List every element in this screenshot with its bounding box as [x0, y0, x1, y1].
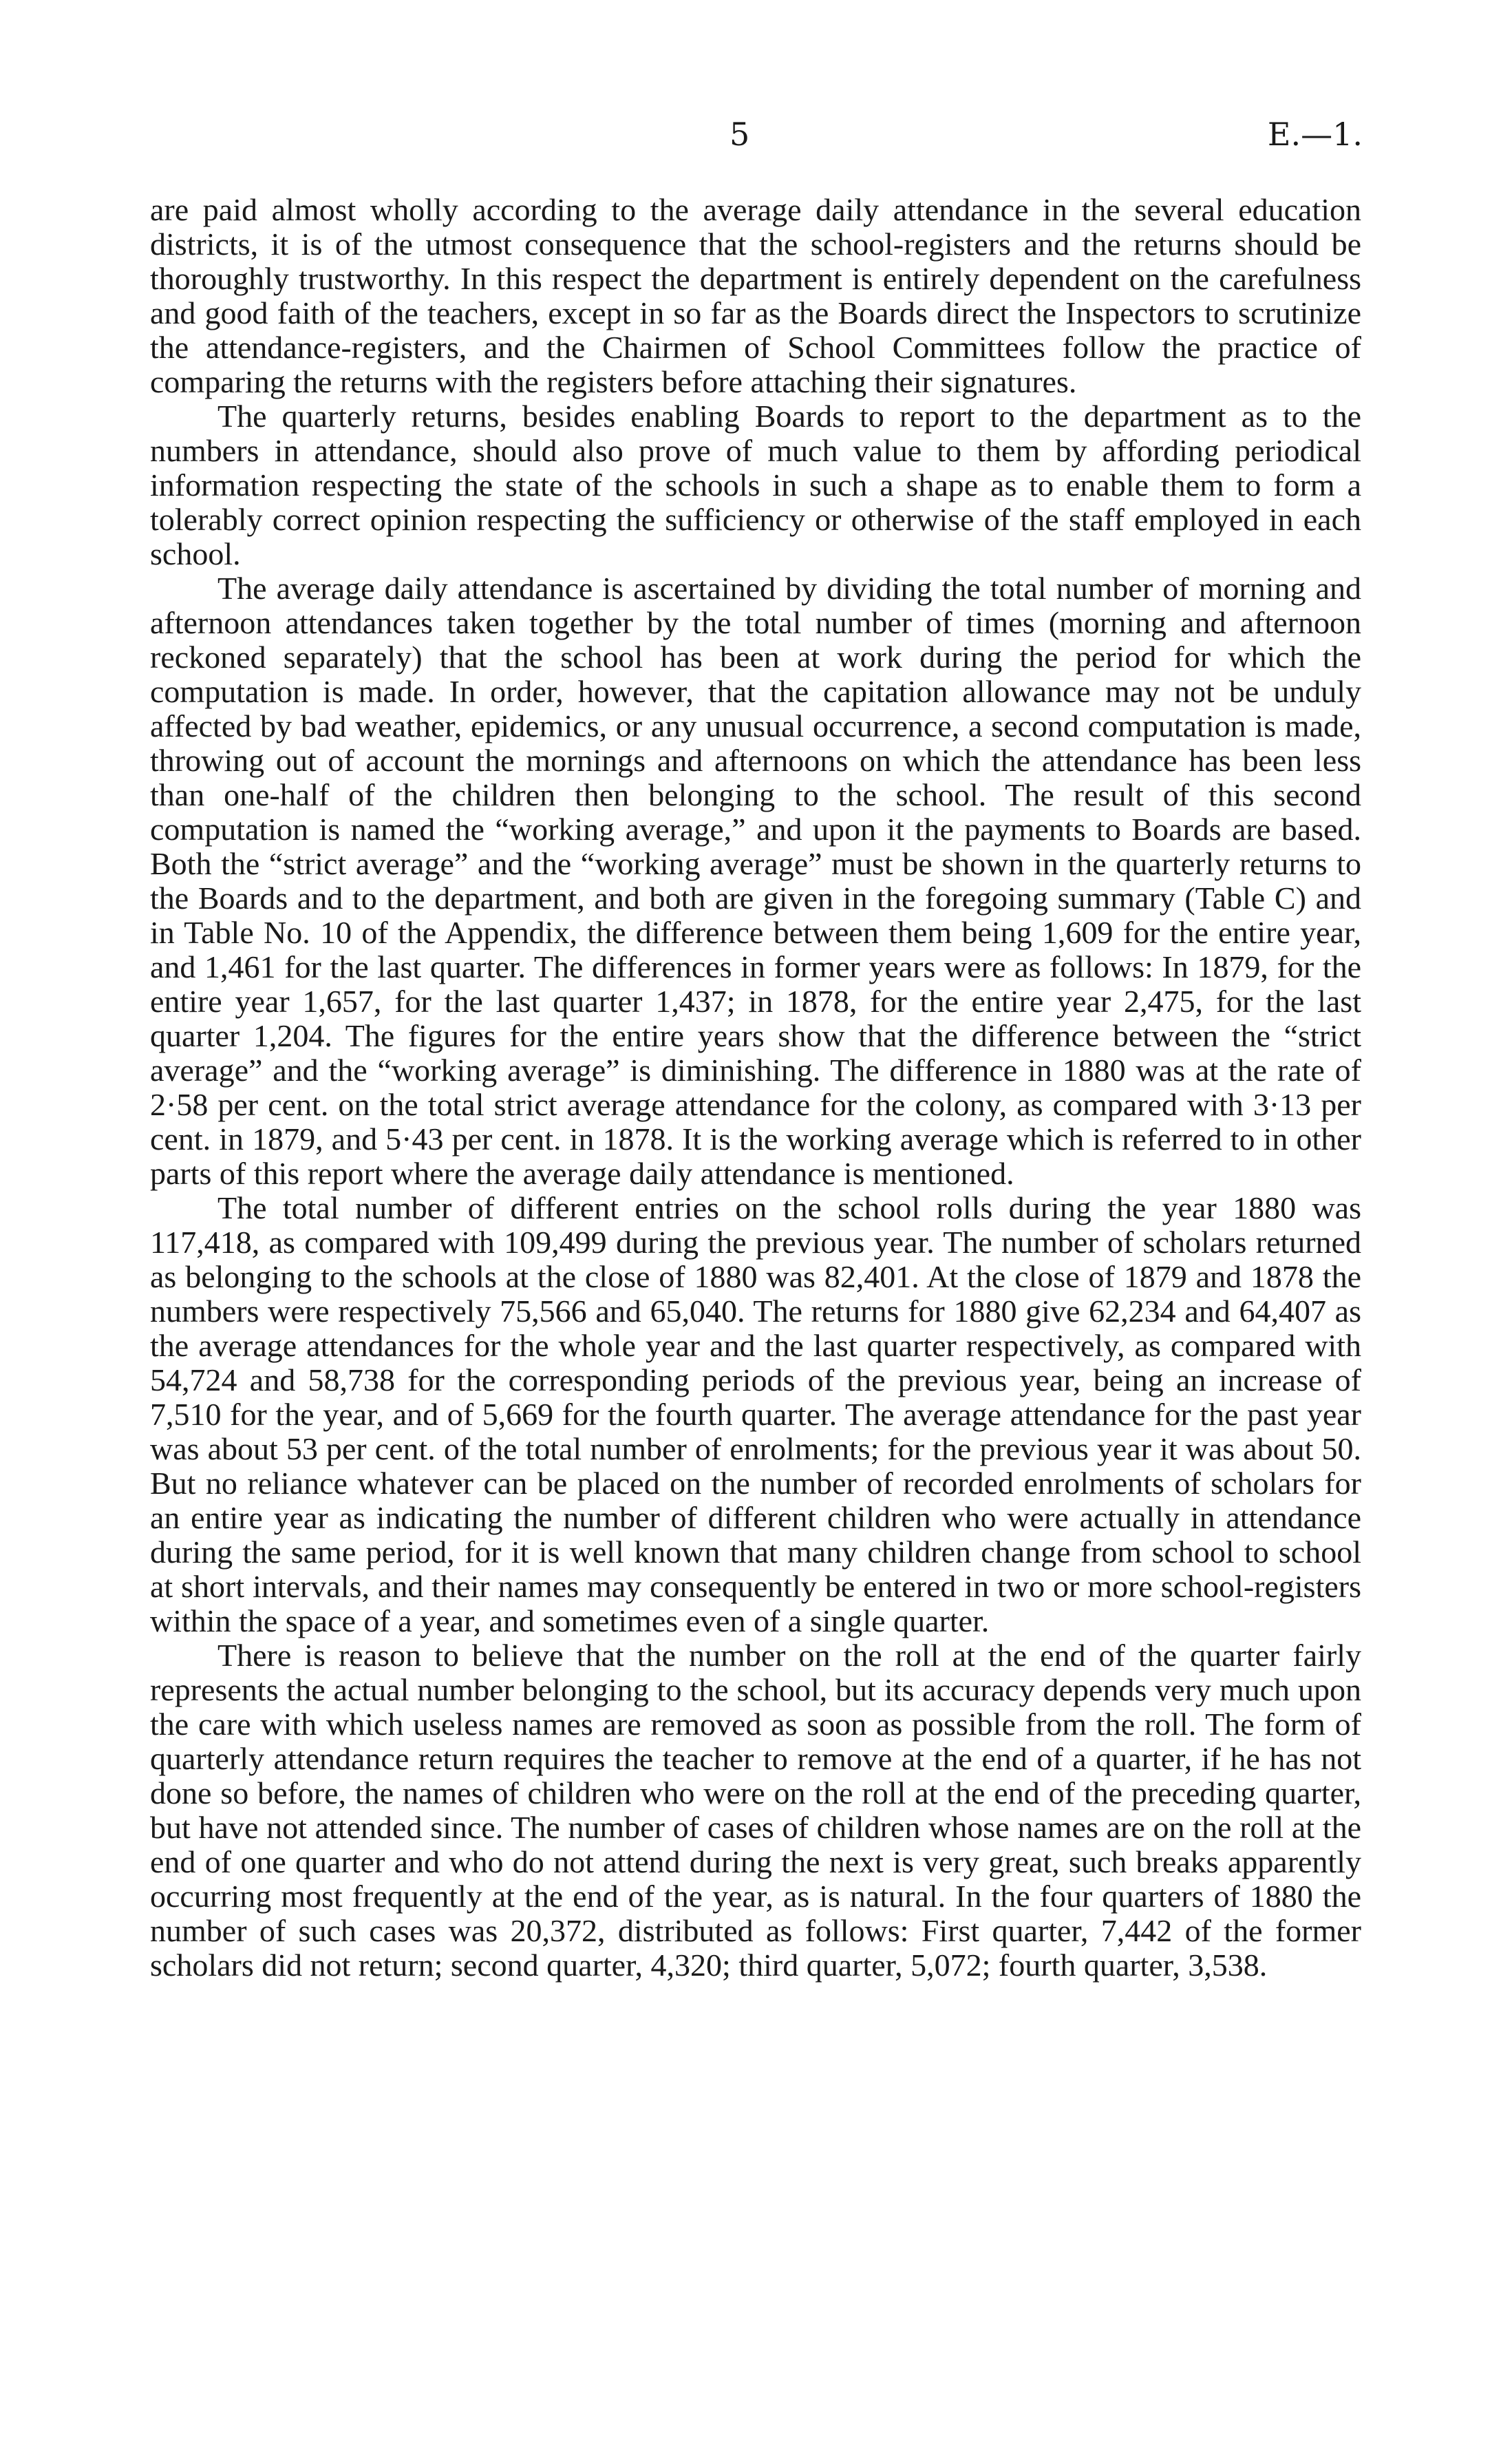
paragraph-roll-accuracy: There is reason to believe that the number on the roll at the end of the quarter fairly represents the actual number belonging to the school, but its accuracy depends very much upon the care with which useless names are removed as soon as possible from the roll. The form of quarterly attendance return requires the teacher to remove at the end of a quarter, if he has not done so before, the names of children who were on the roll at the end of the preceding quarter, but have not attended since. The number of cases of children whose names are on the roll at the end of one quarter and who do not attend during the next is very great, such breaks apparently occurring most frequently at the end of the year, as is natural. In the four quarters of 1880 the number of such cases was 20,372, distributed as follows: First quarter, 7,442 of the former scholars did not return; second quarter, 4,320; third quarter, 5,072; fourth quarter, 3,538.: [150, 1638, 1361, 1983]
paragraph-school-rolls: The total number of different entries on the school rolls during the year 1880 was 117,418, as compared with 109,499 during the previous year. The number of scholars returned as belonging to the schools at the close of 1880 was 82,401. At the close of 1879 and 1878 the numbers were respectively 75,566 and 65,040. The returns for 1880 give 62,234 and 64,407 as the average attendances for the whole year and the last quarter respectively, as compared with 54,724 and 58,738 for the corresponding periods of the previous year, being an increase of 7,510 for the year, and of 5,669 for the fourth quarter. The average attendance for the past year was about 53 per cent. of the total number of enrolments; for the previous year it was about 50. But no reliance whatever can be placed on the number of recorded enrolments of scholars for an entire year as indicating the number of different children who were actually in attendance during the same period, for it is well known that many children change from school to school at short intervals, and their names may consequently be entered in two or more school-registers within the space of a year, and sometimes even of a single quarter.: [150, 1190, 1361, 1638]
page-number: 5: [730, 116, 750, 153]
paragraph-quarterly-returns: The quarterly returns, besides enabling Boards to report to the department as to the numbers in attendance, should also prove of much value to them by affording periodical information respecting the state of the schools in such a shape as to enable them to form a tolerably correct opinion respecting the sufficiency or otherwise of the staff employed in each school.: [150, 399, 1361, 571]
page-header: [200, 114, 1363, 155]
body-text: [150, 193, 1361, 1983]
section-code: E.—1.: [1267, 116, 1363, 153]
paragraph-average-attendance: The average daily attendance is ascertained by dividing the total number of morning and afternoon attendances taken together by the total number of times (morning and afternoon reckoned separately) that the school has been at work during the period for which the computation is made. In order, however, that the capitation allowance may not be unduly affected by bad weather, epidemics, or any unusual occurrence, a second computation is made, throwing out of account the mornings and afternoons on which the attendance has been less than one-half of the children then belonging to the school. The result of this second computation is named the “working average,” and upon it the payments to Boards are based. Both the “strict average” and the “working average” must be shown in the quarterly returns to the Boards and to the department, and both are given in the foregoing summary (Table C) and in Table No. 10 of the Appendix, the difference between them being 1,609 for the entire year, and 1,461 for the last quarter. The differences in former years were as follows: In 1879, for the entire year 1,657, for the last quarter 1,437; in 1878, for the entire year 2,475, for the last quarter 1,204. The figures for the entire years show that the difference between the “strict average” and the “working average” is diminishing. The difference in 1880 was at the rate of 2·58 per cent. on the total strict average attendance for the colony, as compared with 3·13 per cent. in 1879, and 5·43 per cent. in 1878. It is the working average which is referred to in other parts of this report where the average daily attendance is mentioned.: [150, 571, 1361, 1191]
paragraph-continued: are paid almost wholly according to the average daily attendance in the several education districts, it is of the utmost consequence that the school-registers and the returns should be thoroughly trustworthy. In this respect the department is entirely dependent on the carefulness and good faith of the teachers, except in so far as the Boards direct the Inspectors to scrutinize the attendance-registers, and the Chairmen of School Committees follow the practice of comparing the returns with the registers before attaching their signatures.: [150, 192, 1361, 399]
